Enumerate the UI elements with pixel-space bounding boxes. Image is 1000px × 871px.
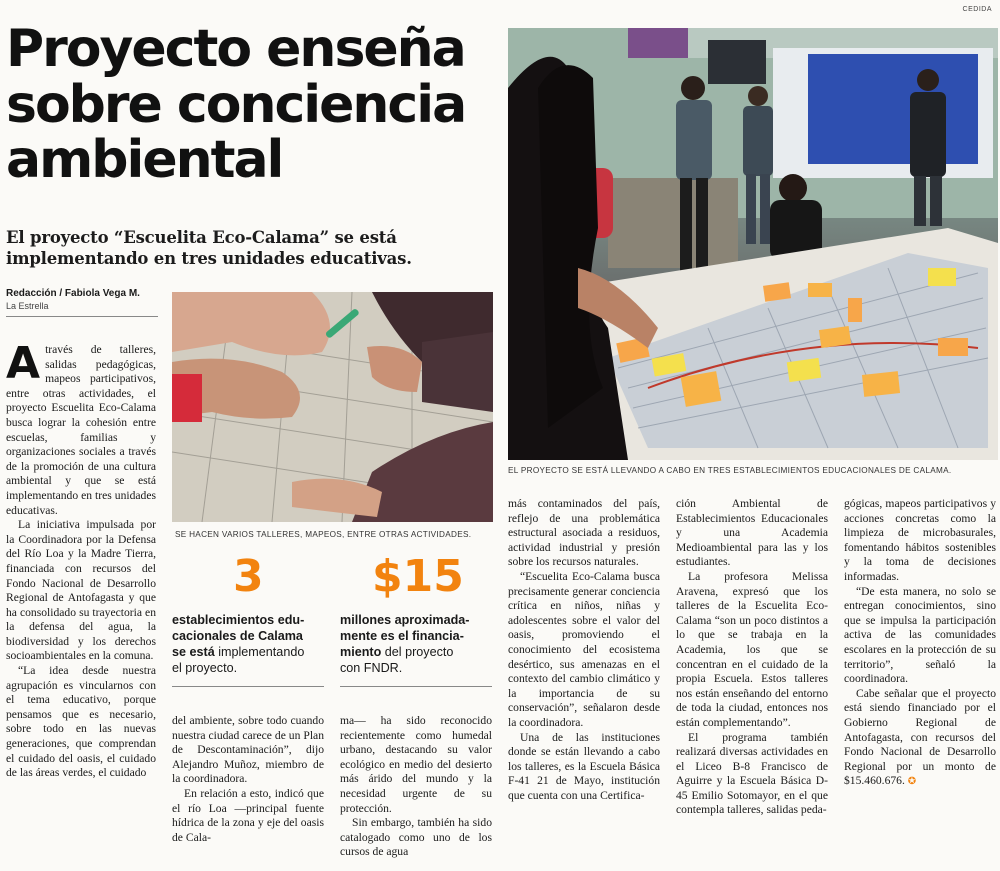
col4-paragraph-1: más contaminados del país, reflejo de una problemática estructural asociada a residuos, actividad industrial y presión sobre los recursos naturales. [508,497,660,569]
workshop-photo [172,292,493,522]
stat-2-bold-2: mente es el financia- [340,629,464,643]
col4-paragraph-2: “Escuelita Eco-Calama busca precisamente generar conciencia crítica en niños, niñas y adolescentes sobre el valor del oasis, promoviendo el conocimiento del ecosistema desértico, sus amenazas en el contexto del cambio climático y la importancia de su conservación”, señalaron desde la coordinadora. [508,569,660,729]
photo-credit: CEDIDA [962,6,992,13]
article-column-3 [340,714,492,860]
stat-1-bold-2: cacionales de Calama [172,629,303,643]
large-photo-caption: EL PROYECTO SE ESTÁ LLEVANDO A CABO EN TRES ESTABLECIMIENTOS EDUCACIONALES DE CALAMA. [508,466,952,475]
stat-1-bold-1: establecimientos edu- [172,613,305,627]
article-column-1 [6,338,156,781]
col6-paragraph-2: “De esta manera, no solo se entregan conocimientos, sino que se impulsa la participación activa de las comunidades escolares en la protección de su territorio”, señaló la coordinadora. [844,584,996,686]
subtitle-line-2: implementando en tres unidades educativas. [6,248,412,268]
headline [6,19,496,191]
article-column-4 [508,497,660,803]
col5-paragraph-2: La profesora Melissa Aravena, expresó que los talleres de la Escuelita Eco-Calama “son un poco distintos a lo que se trabaja en la Academia, los que se concentran en el cuidado de la propia Escuela. Estos talleres nos están enseñando del entorno de toda la ciudad, entonces nos están complementando”. [676,569,828,729]
headline-line-1: Proyecto enseña [6,19,465,79]
small-photo-caption: SE HACEN VARIOS TALLERES, MAPEOS, ENTRE OTRAS ACTIVIDADES. [175,530,472,539]
stat-2-text [340,612,492,687]
headline-line-2: sobre conciencia [6,74,466,135]
classroom-photo-illustration [508,28,998,460]
col6-paragraph-3 [844,687,996,790]
stat-2-bold-3: miento [340,645,382,659]
byline-author: Redacción / Fabiola Vega M. [6,288,140,299]
end-mark-icon: ✪ [907,776,917,788]
col1-paragraph-3: “La idea desde nuestra agrupación es vincularnos con el tema educativo, porque pensamos que es necesario, sobre todo en las nuevas generaciones, que comprendan el cuidado del oasis, el cuidado de las áreas verdes, el cuidado [6,664,156,780]
dropcap: A [6,338,41,389]
stat-2-bold-1: millones aproximada- [340,613,470,627]
stat-1-rest-2: el proyecto. [172,661,238,675]
col1-p1-text: través de talleres, salidas pedagógicas, mapeos participativos, entre otras actividades, el proyecto Escuelita Eco-Calama busca lograr la cohesión entre escuelas, familias y organizaciones sociales a través de la promoción de una cultura ambiental y que se está implementando en tres unidades educativas. [6,343,156,517]
col4-paragraph-3: Una de las instituciones donde se están llevando a cabo los talleres, es la Escuela Básica F-41 21 de Mayo, institución que cuenta con una Certifica- [508,730,660,802]
article-column-2 [172,714,324,845]
subtitle [6,228,496,269]
col5-paragraph-1: ción Ambiental de Establecimientos Educacionales y una Academia Medioambiental para las y los estudiantes. [676,497,828,569]
col1-paragraph-2: La iniciativa impulsada por la Coordinadora por la Defensa del Río Loa y la Madre Tierra, financiada con recursos del Fondo Nacional de Desarrollo Regional de Antofagasta y que ha consolidado su trayectoria en la defensa del agua, la biodiversidad y los derechos socioambientales en la comuna. [6,518,156,663]
classroom-photo [508,28,998,460]
article-column-6 [844,497,996,790]
col6-paragraph-1: gógicas, mapeos participativos y acciones concretas como la limpieza de microbasurales, fomentando hábitos sostenibles y la toma de decisiones informadas. [844,497,996,583]
col2-paragraph-2: En relación a esto, indicó que el río Loa —principal fuente hídrica de la zona y eje del oasis de Cala- [172,786,324,844]
col1-paragraph-1 [6,338,156,518]
col6-p3-text: Cabe señalar que el proyecto está siendo financiado por el Gobierno Regional de Antofagasta, con recursos del Fondo Nacional de Desarrollo Regional por un monto de $15.460.676. [844,686,996,788]
col3-paragraph-2: Sin embargo, también ha sido catalogado como uno de los cursos de agua [340,816,492,859]
stat-2-number: $15 [372,551,464,602]
byline-outlet: La Estrella [6,301,49,311]
stat-1-text [172,612,324,687]
col3-paragraph-1: ma— ha sido reconocido recientemente como humedal urbano, destacando su valor ecológico en medio del desierto más árido del mundo y la necesidad urgente de su protección. [340,714,492,815]
col2-paragraph-1: del ambiente, sobre todo cuando nuestra ciudad carece de un Plan de Descontaminación”, dijo Alejandro Muñoz, miembro de la coordinadora. [172,714,324,786]
stat-1-number: 3 [233,551,264,602]
headline-line-3: ambiental [6,130,283,191]
subtitle-line-1: El proyecto “Escuelita Eco-Calama” se está [6,228,397,247]
byline [6,288,158,317]
stat-1-rest: implementando [214,645,305,659]
col5-paragraph-3: El programa también realizará diversas actividades en el Liceo B-8 Francisco de Aguirre y la Escuela Básica D-45 Emilio Sotomayor, en el que contempla talleres, salidas peda- [676,730,828,817]
stat-2-rest-2: con FNDR. [340,661,403,675]
stat-2-rest: del proyecto [381,645,454,659]
stat-1-bold-3: se está [172,645,215,659]
workshop-photo-illustration [172,292,493,522]
article-column-5 [676,497,828,818]
